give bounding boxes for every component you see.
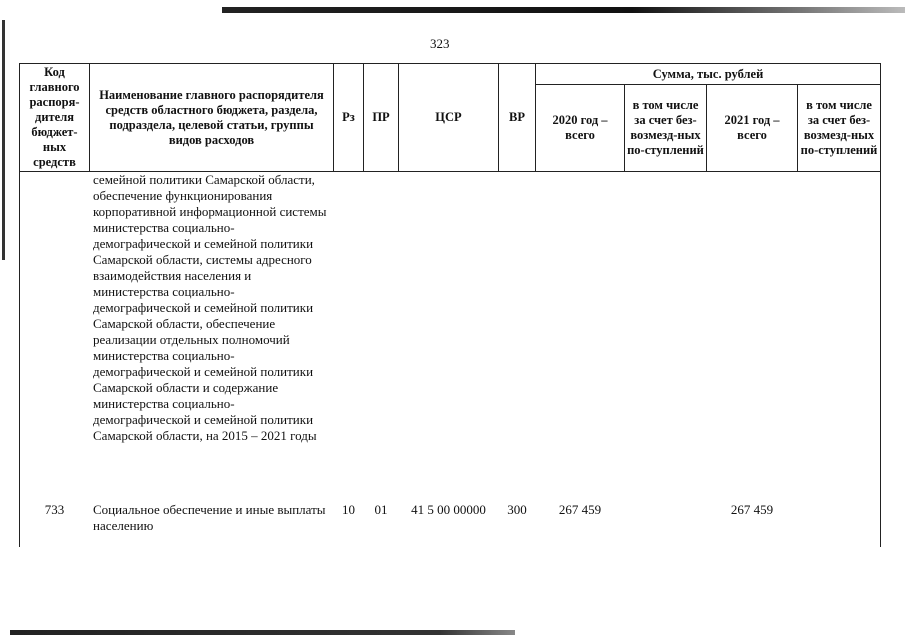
row-csr: [399, 172, 499, 503]
row-csr: 41 5 00 00000: [399, 502, 499, 547]
table-row: [20, 172, 881, 503]
row-pr: [364, 172, 399, 503]
row-grants-2021: [798, 502, 881, 547]
row-rz: [334, 172, 364, 503]
table-row: [20, 502, 881, 547]
budget-table: [19, 63, 881, 547]
row-grants-2020: [625, 172, 707, 503]
scan-edge-top: [222, 7, 905, 13]
row-sum-2021: 267 459: [707, 502, 798, 547]
row-sum-2021: [707, 172, 798, 503]
header-pr: ПР: [364, 64, 399, 172]
header-rz: Рз: [334, 64, 364, 172]
scan-edge-bottom: [10, 630, 515, 635]
row-pr: 01: [364, 502, 399, 547]
row-grants-2021: [798, 172, 881, 503]
row-vr: [499, 172, 536, 503]
row-name: семейной политики Самарской области, обеспечение функционирования корпоративной информационной системы министерства социально-демографической и семейной политики Самарской области, системы адресного взаимодействия населения и министерства социально-демографической и семейной политики Самарской области, обеспечение реализации отдельных полномочий министерства социально-демографической и семейной политики Самарской области и содержание министерства социально-демографической и семейной политики Самарской области, на 2015 – 2021 годы: [90, 172, 334, 503]
header-2021-total: 2021 год – всего: [707, 85, 798, 172]
row-vr: 300: [499, 502, 536, 547]
header-vr: ВР: [499, 64, 536, 172]
header-2020-total: 2020 год – всего: [536, 85, 625, 172]
header-2021-grants: в том числе за счет без-возмезд-ных по-ступлений: [798, 85, 881, 172]
row-sum-2020: [536, 172, 625, 503]
row-sum-2020: 267 459: [536, 502, 625, 547]
header-csr: ЦСР: [399, 64, 499, 172]
header-2020-grants: в том числе за счет без-возмезд-ных по-ступлений: [625, 85, 707, 172]
row-code: 733: [20, 502, 90, 547]
row-code: [20, 172, 90, 503]
page-number: 323: [430, 36, 450, 51]
header-sum-group: Сумма, тыс. рублей: [536, 64, 881, 85]
row-grants-2020: [625, 502, 707, 547]
scan-edge-left: [2, 20, 5, 260]
header-code: Код главного распоря-дителя бюджет-ных средств: [20, 64, 90, 172]
row-rz: 10: [334, 502, 364, 547]
header-name: Наименование главного распорядителя средств областного бюджета, раздела, подраздела, целевой статьи, группы видов расходов: [90, 64, 334, 172]
row-name: Социальное обеспечение и иные выплаты населению: [90, 502, 334, 547]
